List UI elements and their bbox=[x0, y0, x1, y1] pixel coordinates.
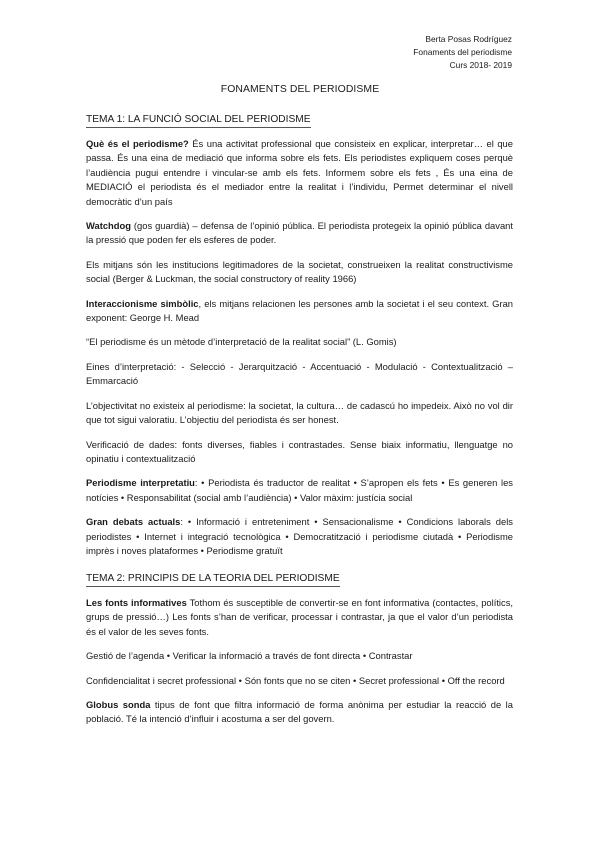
paragraph bbox=[86, 674, 513, 688]
paragraph bbox=[86, 649, 513, 663]
paragraph bbox=[86, 596, 513, 639]
paragraph-text: Verificació de dades: fonts diverses, fiables i contrastades. Sense biaix informatiu, llenguatge no opinatiu i contextualització bbox=[86, 438, 513, 464]
paragraph-lead: Les fonts informatives bbox=[86, 597, 187, 608]
paragraph-text: Tothom és susceptible de convertir-se en font informativa (contactes, polítics, grups de pressió…) Les fonts s’han de verificar, processar i contrastar, ja que el valor d’un periodista és el valor de les seves fonts. bbox=[86, 597, 513, 637]
header-course: Fonaments del periodisme bbox=[413, 47, 512, 57]
paragraph bbox=[86, 219, 513, 248]
paragraph-text: Els mitjans són les institucions legitimadores de la societat, construeixen la realitat constructivisme social (Berger & Luckman, the social constructory of reality 1966) bbox=[86, 258, 513, 285]
paragraph-text: L’objectivitat no existeix al periodisme: la societat, la cultura… de cadascú ho impedeix. Això no vol dir que tot sigui valoratiu. L’objectiu del periodista és ser honest. bbox=[86, 399, 513, 426]
paragraph bbox=[86, 360, 513, 389]
header-author: Berta Posas Rodríguez bbox=[425, 34, 512, 44]
paragraph-text: : • Periodista és traductor de realitat • S’apropen els fets • Es generen les notícies • Responsabilitat (social amb l’audiència) • Valor màxim: justícia social bbox=[86, 477, 513, 503]
paragraph-text: tipus de font que filtra informació de forma anònima per estudiar la reacció de la població. Té la intenció d’influir i acostuma a ser del govern. bbox=[86, 699, 513, 725]
section-tema-2 bbox=[86, 568, 513, 737]
paragraph bbox=[86, 297, 513, 326]
paragraph-text: “El periodisme és un mètode d’interpretació de la realitat social” (L. Gomis) bbox=[86, 336, 397, 348]
paragraph bbox=[86, 335, 513, 349]
paragraph-text: Gestió de l’agenda • Verificar la informació a través de font directa • Contrastar bbox=[86, 650, 413, 662]
paragraph-text: (gos guardià) – defensa de l’opinió pública. El periodista protegeix la opinió pública davant la pressió que poden fer els esferes de poder. bbox=[86, 220, 513, 246]
paragraph bbox=[86, 438, 513, 467]
paragraph bbox=[86, 258, 513, 287]
paragraph-text: , els mitjans relacionen les persones amb la societat i el seu context. Gran exponent: George H. Mead bbox=[86, 297, 513, 324]
header-year: Curs 2018- 2019 bbox=[449, 60, 512, 70]
paragraph-lead: Interaccionisme simbòlic bbox=[86, 297, 199, 309]
section-tema-1 bbox=[86, 109, 513, 568]
paragraph-text: : • Informació i entreteniment • Sensacionalisme • Condicions laborals dels periodistes • Internet i integració tecnològica • Democratització i periodisme ciutadà • Periodisme imprès i noves plataformes • Periodisme gratuït bbox=[86, 516, 513, 556]
paragraph-lead: Gran debats actuals bbox=[86, 516, 181, 528]
paragraph-lead: Què és el periodisme? bbox=[86, 138, 189, 149]
document-header bbox=[413, 33, 512, 72]
paragraph-lead: Watchdog bbox=[86, 220, 131, 232]
paragraph bbox=[86, 698, 513, 727]
section-heading: TEMA 2: PRINCIPIS DE LA TEORIA DEL PERIODISME bbox=[86, 573, 340, 587]
paragraph-text: És una activitat professional que consisteix en explicar, interpretar… el que passa. És una eina de mediació que informa sobre els fets. Els periodistes expliquem coses perquè l’audiència pugui entendre i vincular-se amb els fets. Informem sobre els fets , És una eina de MEDIACIÓ el periodista és el mediador entre la realitat i l’individu, Permet determinar el nivell democràtic d’un país bbox=[86, 138, 513, 207]
section-heading: TEMA 1: LA FUNCIÓ SOCIAL DEL PERIODISME bbox=[86, 114, 311, 128]
paragraph-lead: Globus sonda bbox=[86, 699, 151, 711]
paragraph-text: Confidencialitat i secret professional • Són fonts que no se citen • Secret professional • Off the record bbox=[86, 674, 505, 686]
paragraph bbox=[86, 399, 513, 428]
document-title: FONAMENTS DEL PERIODISME bbox=[220, 84, 380, 95]
paragraph bbox=[86, 515, 513, 558]
paragraph-text: Eines d’interpretació: - Selecció - Jerarquització - Accentuació - Modulació - Contextualització – Emmarcació bbox=[86, 360, 513, 387]
paragraph bbox=[86, 137, 513, 209]
paragraph bbox=[86, 476, 513, 505]
paragraph-lead: Periodisme interpretatiu bbox=[86, 477, 195, 489]
